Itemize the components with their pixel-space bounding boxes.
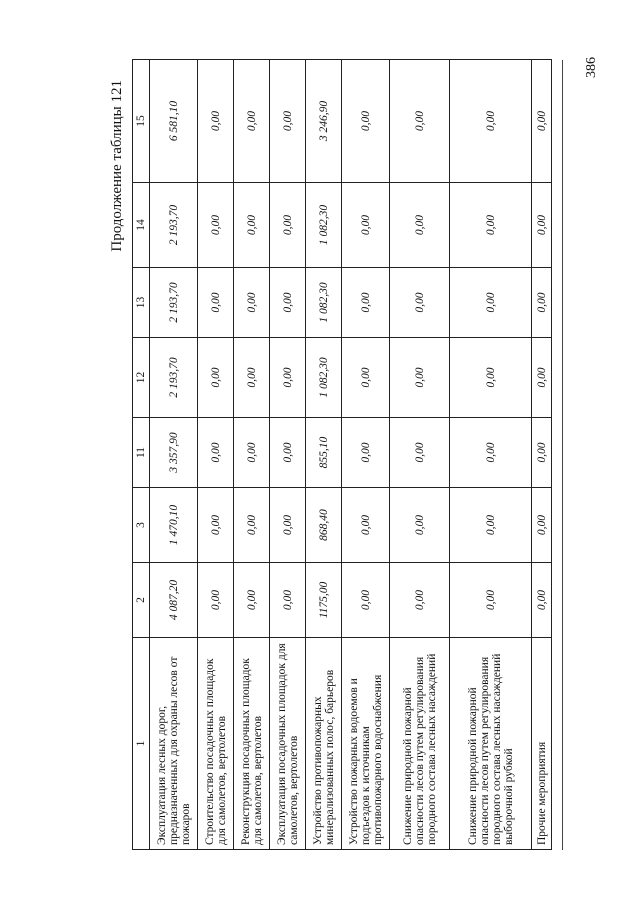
column-header: 13 bbox=[133, 268, 150, 338]
cell-value: 2 193,70 bbox=[150, 183, 198, 268]
cell-value: 0,00 bbox=[270, 338, 306, 418]
cell-value: 0,00 bbox=[390, 418, 450, 488]
row-label: Устройство противопожарных минерализованных полос, барьеров bbox=[306, 638, 342, 850]
cell-value: 0,00 bbox=[270, 183, 306, 268]
cell-value: 0,00 bbox=[342, 563, 390, 638]
cell-value: 0,00 bbox=[198, 268, 234, 338]
table-row bbox=[270, 60, 306, 850]
table-row bbox=[342, 60, 390, 850]
cell-value: 0,00 bbox=[532, 268, 552, 338]
column-header: 1 bbox=[133, 638, 150, 850]
cell-value: 0,00 bbox=[198, 183, 234, 268]
table-caption: Продолжение таблицы 121 bbox=[109, 80, 125, 252]
row-label: Снижение природной пожарной опасности лесов путем регулирования породного состава лесных насаждений bbox=[390, 638, 450, 850]
cell-value: 0,00 bbox=[198, 60, 234, 183]
cell-value: 0,00 bbox=[342, 268, 390, 338]
row-label: Прочие мероприятия bbox=[532, 638, 552, 850]
cell-value: 0,00 bbox=[390, 563, 450, 638]
cell-value: 0,00 bbox=[450, 488, 532, 563]
cell-value: 0,00 bbox=[198, 563, 234, 638]
cell-value: 0,00 bbox=[450, 60, 532, 183]
row-label: Эксплуатация лесных дорог, предназначенных для охраны лесов от пожаров bbox=[150, 638, 198, 850]
data-table bbox=[132, 59, 552, 850]
cell-value: 0,00 bbox=[390, 268, 450, 338]
cell-value: 0,00 bbox=[450, 563, 532, 638]
cell-value: 0,00 bbox=[532, 418, 552, 488]
cell-value: 0,00 bbox=[234, 563, 270, 638]
cell-value: 0,00 bbox=[198, 418, 234, 488]
cell-value: 4 087,20 bbox=[150, 563, 198, 638]
cell-value: 0,00 bbox=[342, 60, 390, 183]
cell-value: 0,00 bbox=[342, 488, 390, 563]
column-header: 12 bbox=[133, 338, 150, 418]
cell-value: 0,00 bbox=[342, 183, 390, 268]
cell-value: 1 082,30 bbox=[306, 338, 342, 418]
table-row bbox=[234, 60, 270, 850]
cell-value: 0,00 bbox=[390, 183, 450, 268]
cell-value: 0,00 bbox=[450, 418, 532, 488]
row-label: Снижение природной пожарной опасности лесов путем регулирования породного состава лесных насаждений выборочной рубкой bbox=[450, 638, 532, 850]
cell-value: 0,00 bbox=[270, 268, 306, 338]
cell-value: 0,00 bbox=[270, 60, 306, 183]
cell-value: 3 357,90 bbox=[150, 418, 198, 488]
table-row bbox=[532, 60, 552, 850]
cell-value: 2 193,70 bbox=[150, 268, 198, 338]
table-row bbox=[390, 60, 450, 850]
cell-value: 1 082,30 bbox=[306, 268, 342, 338]
column-header: 15 bbox=[133, 60, 150, 183]
cell-value: 0,00 bbox=[234, 488, 270, 563]
cell-value: 1 082,30 bbox=[306, 183, 342, 268]
cell-value: 1175,00 bbox=[306, 563, 342, 638]
rotated-page-content bbox=[108, 57, 599, 850]
cell-value: 0,00 bbox=[342, 338, 390, 418]
cell-value: 0,00 bbox=[234, 268, 270, 338]
cell-value: 868,40 bbox=[306, 488, 342, 563]
cell-value: 6 581,10 bbox=[150, 60, 198, 183]
cell-value: 0,00 bbox=[450, 268, 532, 338]
cell-value: 0,00 bbox=[390, 488, 450, 563]
table-row bbox=[450, 60, 532, 850]
cell-value: 0,00 bbox=[450, 338, 532, 418]
cell-value: 0,00 bbox=[234, 418, 270, 488]
table-row bbox=[306, 60, 342, 850]
column-header: 11 bbox=[133, 418, 150, 488]
table-row bbox=[198, 60, 234, 850]
cell-value: 0,00 bbox=[234, 60, 270, 183]
cell-value: 0,00 bbox=[390, 338, 450, 418]
row-label: Строительство посадочных площадок для самолетов, вертолетов bbox=[198, 638, 234, 850]
cell-value: 0,00 bbox=[198, 488, 234, 563]
cell-value: 0,00 bbox=[532, 60, 552, 183]
cell-value: 2 193,70 bbox=[150, 338, 198, 418]
header-row bbox=[133, 60, 150, 850]
cell-value: 0,00 bbox=[342, 418, 390, 488]
cell-value: 0,00 bbox=[532, 338, 552, 418]
cell-value: 0,00 bbox=[450, 183, 532, 268]
column-header: 14 bbox=[133, 183, 150, 268]
bottom-rule-line bbox=[562, 60, 563, 850]
cell-value: 0,00 bbox=[270, 418, 306, 488]
column-header: 3 bbox=[133, 488, 150, 563]
cell-value: 1 470,10 bbox=[150, 488, 198, 563]
page-number: 386 bbox=[584, 57, 599, 78]
cell-value: 0,00 bbox=[198, 338, 234, 418]
cell-value: 0,00 bbox=[270, 563, 306, 638]
row-label: Реконструкция посадочных площадок для самолетов, вертолетов bbox=[234, 638, 270, 850]
cell-value: 0,00 bbox=[270, 488, 306, 563]
row-label: Устройство пожарных водоемов и подъездов к источникам противопожарного водоснабжения bbox=[342, 638, 390, 850]
cell-value: 0,00 bbox=[234, 183, 270, 268]
column-header: 2 bbox=[133, 563, 150, 638]
cell-value: 3 246,90 bbox=[306, 60, 342, 183]
row-label: Эксплуатация посадочных площадок для самолетов, вертолетов bbox=[270, 638, 306, 850]
cell-value: 855,10 bbox=[306, 418, 342, 488]
table-row bbox=[150, 60, 198, 850]
cell-value: 0,00 bbox=[532, 563, 552, 638]
cell-value: 0,00 bbox=[390, 60, 450, 183]
cell-value: 0,00 bbox=[532, 488, 552, 563]
cell-value: 0,00 bbox=[234, 338, 270, 418]
cell-value: 0,00 bbox=[532, 183, 552, 268]
